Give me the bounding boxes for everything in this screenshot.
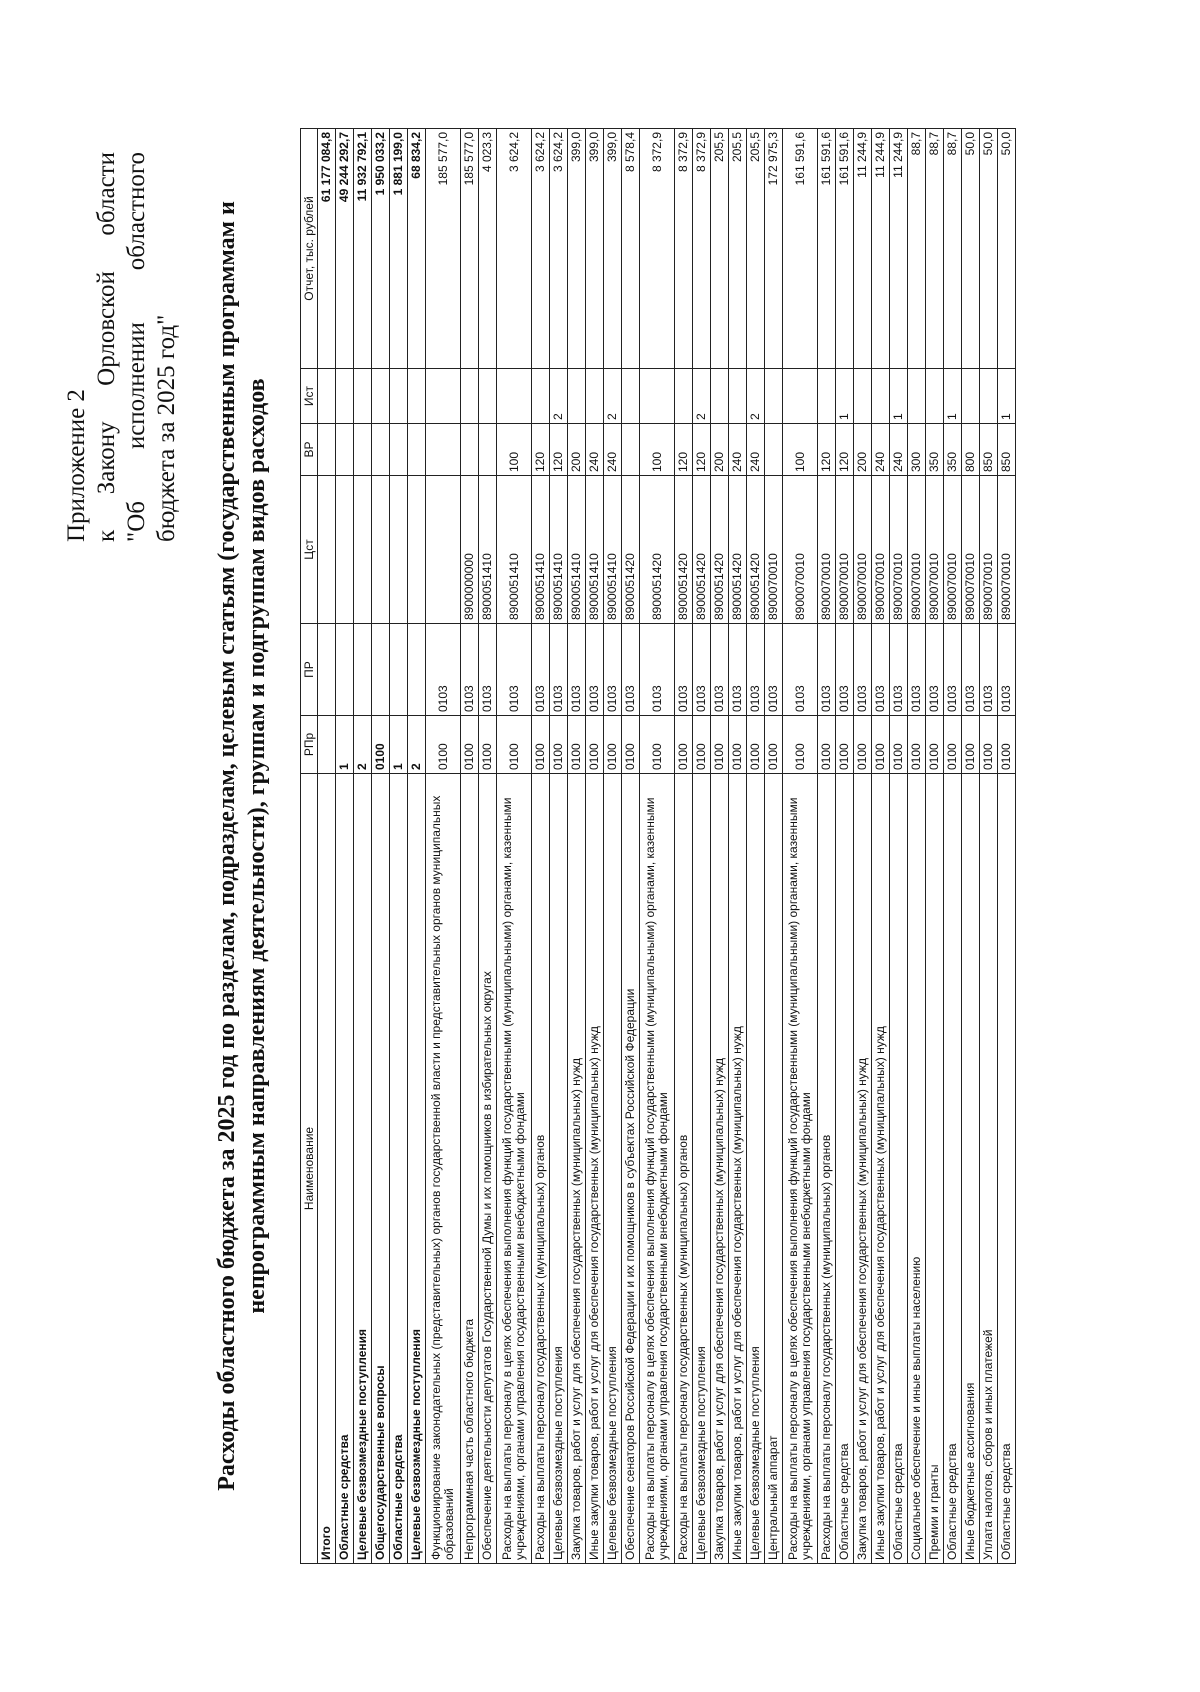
cell-cst: 8900070010 [998, 476, 1016, 624]
cell-name: Расходы на выплаты персоналу в целях обеспечения выполнения функций государственными (муниципальными) органами, казенными учреждениями, органами управления государственными внебюджетными фондами [640, 774, 675, 1564]
cell-sum: 205,5 [711, 129, 729, 369]
cell-ist [872, 369, 890, 424]
cell-pr: 0103 [765, 624, 783, 716]
cell-ist [336, 369, 354, 424]
cell-vr: 800 [962, 424, 980, 476]
cell-pr: 0103 [479, 624, 497, 716]
cell-cst [390, 476, 408, 624]
cell-pr: 0103 [675, 624, 693, 716]
expenditure-table [300, 128, 1016, 1564]
cell-rzpr: 1 [390, 716, 408, 774]
cell-sum: 185 577,0 [426, 129, 461, 369]
cell-ist [818, 369, 836, 424]
cell-rzpr: 0100 [944, 716, 962, 774]
cell-ist: 1 [890, 369, 908, 424]
cell-ist: 1 [944, 369, 962, 424]
cell-vr: 850 [980, 424, 998, 476]
cell-pr: 0103 [497, 624, 532, 716]
cell-vr [318, 424, 336, 476]
cell-sum: 88,7 [908, 129, 926, 369]
cell-vr: 350 [944, 424, 962, 476]
table-row [783, 129, 818, 1564]
table-row [962, 129, 980, 1564]
cell-ist [675, 369, 693, 424]
cell-pr: 0103 [729, 624, 747, 716]
table-row [747, 129, 765, 1564]
cell-sum: 161 591,6 [783, 129, 818, 369]
table-row [532, 129, 550, 1564]
cell-name: Областные средства [336, 774, 354, 1564]
cell-sum: 399,0 [568, 129, 586, 369]
cell-name: Закупка товаров, работ и услуг для обеспечения государственных (муниципальных) нужд [711, 774, 729, 1564]
header-sum: Отчет, тыс. рублей [301, 129, 318, 369]
table-row [408, 129, 426, 1564]
cell-vr [336, 424, 354, 476]
cell-rzpr: 0100 [461, 716, 479, 774]
cell-cst: 8900000000 [461, 476, 479, 624]
cell-pr: 0103 [944, 624, 962, 716]
cell-vr: 100 [640, 424, 675, 476]
table-row [944, 129, 962, 1564]
cell-vr: 240 [872, 424, 890, 476]
cell-ist [568, 369, 586, 424]
cell-pr: 0103 [836, 624, 854, 716]
cell-vr: 240 [890, 424, 908, 476]
cell-rzpr: 0100 [747, 716, 765, 774]
cell-rzpr: 0100 [729, 716, 747, 774]
cell-name: Иные закупки товаров, работ и услуг для обеспечения государственных (муниципальных) нужд [586, 774, 604, 1564]
cell-pr: 0103 [747, 624, 765, 716]
cell-vr: 120 [532, 424, 550, 476]
cell-cst: 8900070010 [944, 476, 962, 624]
table-row [372, 129, 390, 1564]
cell-sum: 8 578,4 [622, 129, 640, 369]
table-row [765, 129, 783, 1564]
cell-pr: 0103 [604, 624, 622, 716]
cell-name: Иные бюджетные ассигнования [962, 774, 980, 1564]
table-row [336, 129, 354, 1564]
cell-rzpr: 0100 [426, 716, 461, 774]
cell-sum: 1 881 199,0 [390, 129, 408, 369]
cell-pr: 0103 [586, 624, 604, 716]
cell-cst: 8900051420 [711, 476, 729, 624]
cell-rzpr: 0100 [622, 716, 640, 774]
cell-name: Расходы на выплаты персоналу в целях обеспечения выполнения функций государственными (муниципальными) органами, казенными учреждениями, органами управления государственными внебюджетными фондами [783, 774, 818, 1564]
cell-sum: 161 591,6 [818, 129, 836, 369]
cell-vr [622, 424, 640, 476]
cell-name: Целевые безвозмездные поступления [604, 774, 622, 1564]
cell-vr: 240 [747, 424, 765, 476]
cell-cst: 8900051420 [640, 476, 675, 624]
table-header-row [301, 129, 318, 1564]
cell-rzpr: 0100 [818, 716, 836, 774]
cell-ist [497, 369, 532, 424]
cell-vr: 200 [854, 424, 872, 476]
appendix-law-title-line: "Об исполнении областного [123, 152, 150, 542]
cell-cst: 8900051410 [479, 476, 497, 624]
cell-ist [390, 369, 408, 424]
cell-name: Расходы на выплаты персоналу государственных (муниципальных) органов [532, 774, 550, 1564]
cell-name: Расходы на выплаты персоналу государственных (муниципальных) органов [675, 774, 693, 1564]
cell-ist [926, 369, 944, 424]
cell-vr: 120 [836, 424, 854, 476]
cell-ist [711, 369, 729, 424]
cell-vr: 350 [926, 424, 944, 476]
cell-rzpr: 0100 [675, 716, 693, 774]
cell-name: Областные средства [390, 774, 408, 1564]
cell-rzpr: 0100 [550, 716, 568, 774]
cell-vr: 100 [783, 424, 818, 476]
header-pr: ПР [301, 624, 318, 716]
cell-rzpr: 1 [336, 716, 354, 774]
cell-rzpr: 0100 [586, 716, 604, 774]
cell-cst: 8900051420 [675, 476, 693, 624]
cell-vr: 300 [908, 424, 926, 476]
cell-cst: 8900070010 [818, 476, 836, 624]
cell-pr: 0103 [998, 624, 1016, 716]
header-cst: Цст [301, 476, 318, 624]
table-row [586, 129, 604, 1564]
cell-cst: 8900051410 [550, 476, 568, 624]
cell-vr: 240 [586, 424, 604, 476]
cell-ist [532, 369, 550, 424]
cell-sum: 3 624,2 [532, 129, 550, 369]
cell-rzpr: 0100 [980, 716, 998, 774]
cell-name: Целевые безвозмездные поступления [550, 774, 568, 1564]
cell-pr [408, 624, 426, 716]
header-name: Наименование [301, 774, 318, 1564]
table-row [854, 129, 872, 1564]
cell-name: Закупка товаров, работ и услуг для обеспечения государственных (муниципальных) нужд [854, 774, 872, 1564]
cell-pr: 0103 [640, 624, 675, 716]
cell-cst: 8900070010 [765, 476, 783, 624]
cell-vr: 120 [550, 424, 568, 476]
cell-ist [962, 369, 980, 424]
cell-sum: 205,5 [747, 129, 765, 369]
cell-name: Иные закупки товаров, работ и услуг для обеспечения государственных (муниципальных) нужд [729, 774, 747, 1564]
cell-cst: 8900070010 [854, 476, 872, 624]
cell-vr: 200 [568, 424, 586, 476]
cell-ist [408, 369, 426, 424]
cell-ist: 2 [604, 369, 622, 424]
cell-cst: 8900070010 [890, 476, 908, 624]
cell-pr: 0103 [693, 624, 711, 716]
cell-pr: 0103 [926, 624, 944, 716]
table-row [675, 129, 693, 1564]
table-row [622, 129, 640, 1564]
appendix-header [62, 152, 182, 542]
cell-vr: 100 [497, 424, 532, 476]
cell-vr [390, 424, 408, 476]
cell-name: Функционирование законодательных (представительных) органов государственной власти и представительных органов муниципальных образований [426, 774, 461, 1564]
cell-sum: 205,5 [729, 129, 747, 369]
cell-sum: 88,7 [926, 129, 944, 369]
cell-name: Итого [318, 774, 336, 1564]
cell-sum: 11 244,9 [872, 129, 890, 369]
cell-cst: 8900051410 [568, 476, 586, 624]
cell-cst: 8900051420 [729, 476, 747, 624]
cell-cst [336, 476, 354, 624]
cell-name: Социальное обеспечение и иные выплаты населению [908, 774, 926, 1564]
table-row [980, 129, 998, 1564]
cell-vr [372, 424, 390, 476]
cell-pr: 0103 [426, 624, 461, 716]
table-row [604, 129, 622, 1564]
cell-pr: 0103 [461, 624, 479, 716]
cell-name: Премии и гранты [926, 774, 944, 1564]
cell-pr [372, 624, 390, 716]
cell-pr: 0103 [818, 624, 836, 716]
header-ist: Ист [301, 369, 318, 424]
cell-ist [426, 369, 461, 424]
cell-cst [318, 476, 336, 624]
cell-pr [390, 624, 408, 716]
cell-name: Центральный аппарат [765, 774, 783, 1564]
cell-sum: 4 023,3 [479, 129, 497, 369]
cell-ist [783, 369, 818, 424]
cell-vr [461, 424, 479, 476]
cell-sum: 68 834,2 [408, 129, 426, 369]
cell-rzpr: 0100 [783, 716, 818, 774]
cell-vr [426, 424, 461, 476]
cell-rzpr: 0100 [998, 716, 1016, 774]
cell-vr: 240 [604, 424, 622, 476]
cell-name: Целевые безвозмездные поступления [354, 774, 372, 1564]
cell-rzpr: 0100 [693, 716, 711, 774]
cell-name: Целевые безвозмездные поступления [408, 774, 426, 1564]
table-row [479, 129, 497, 1564]
cell-ist [640, 369, 675, 424]
table-row [890, 129, 908, 1564]
cell-sum: 50,0 [962, 129, 980, 369]
table-row [908, 129, 926, 1564]
cell-cst [372, 476, 390, 624]
cell-vr: 850 [998, 424, 1016, 476]
cell-rzpr: 2 [354, 716, 372, 774]
cell-sum: 399,0 [604, 129, 622, 369]
cell-name: Закупка товаров, работ и услуг для обеспечения государственных (муниципальных) нужд [568, 774, 586, 1564]
cell-rzpr: 0100 [890, 716, 908, 774]
cell-cst [354, 476, 372, 624]
cell-rzpr: 0100 [926, 716, 944, 774]
cell-pr: 0103 [783, 624, 818, 716]
cell-vr: 240 [729, 424, 747, 476]
table-row [318, 129, 336, 1564]
cell-sum: 172 975,3 [765, 129, 783, 369]
cell-name: Обеспечение деятельности депутатов Государственной Думы и их помощников в избирательных округах [479, 774, 497, 1564]
cell-vr: 200 [711, 424, 729, 476]
cell-name: Общегосударственные вопросы [372, 774, 390, 1564]
table-row [998, 129, 1016, 1564]
table-row [497, 129, 532, 1564]
table-row [461, 129, 479, 1564]
cell-vr: 120 [693, 424, 711, 476]
cell-vr: 120 [675, 424, 693, 476]
cell-rzpr: 0100 [872, 716, 890, 774]
cell-sum: 399,0 [586, 129, 604, 369]
cell-cst: 8900051420 [693, 476, 711, 624]
cell-name: Расходы на выплаты персоналу в целях обеспечения выполнения функций государственными (муниципальными) органами, казенными учреждениями, органами управления государственными внебюджетными фондами [497, 774, 532, 1564]
cell-ist [586, 369, 604, 424]
cell-pr: 0103 [532, 624, 550, 716]
cell-cst: 8900051410 [604, 476, 622, 624]
cell-rzpr: 0100 [854, 716, 872, 774]
cell-cst: 8900070010 [783, 476, 818, 624]
cell-ist [980, 369, 998, 424]
cell-rzpr: 0100 [568, 716, 586, 774]
cell-pr: 0103 [872, 624, 890, 716]
table-row [693, 129, 711, 1564]
cell-sum: 1 950 033,2 [372, 129, 390, 369]
cell-rzpr: 0100 [604, 716, 622, 774]
appendix-law-line: к Закону Орловской области [93, 152, 120, 542]
cell-name: Непрограммная часть областного бюджета [461, 774, 479, 1564]
cell-cst: 8900070010 [962, 476, 980, 624]
cell-sum: 49 244 292,7 [336, 129, 354, 369]
table-row [568, 129, 586, 1564]
cell-cst: 8900051420 [622, 476, 640, 624]
cell-pr: 0103 [550, 624, 568, 716]
cell-cst: 8900070010 [980, 476, 998, 624]
cell-sum: 8 372,9 [693, 129, 711, 369]
document-title: Расходы областного бюджета за 2025 год по разделам, подразделам, целевым статьям (государственным программам и непрограммным направлениям деятельности), группам и подгруппам видов расходов [214, 201, 270, 1491]
cell-cst: 8900051410 [586, 476, 604, 624]
cell-name: Целевые безвозмездные поступления [747, 774, 765, 1564]
expenditure-table-container [300, 129, 1016, 1564]
cell-pr [318, 624, 336, 716]
cell-name: Расходы на выплаты персоналу государственных (муниципальных) органов [818, 774, 836, 1564]
table-row [926, 129, 944, 1564]
cell-pr: 0103 [711, 624, 729, 716]
table-row [354, 129, 372, 1564]
cell-sum: 11 244,9 [890, 129, 908, 369]
cell-sum: 11 932 792,1 [354, 129, 372, 369]
cell-pr [354, 624, 372, 716]
cell-rzpr [318, 716, 336, 774]
cell-sum: 8 372,9 [640, 129, 675, 369]
cell-sum: 185 577,0 [461, 129, 479, 369]
cell-pr: 0103 [854, 624, 872, 716]
cell-sum: 50,0 [998, 129, 1016, 369]
cell-ist [479, 369, 497, 424]
cell-sum: 88,7 [944, 129, 962, 369]
cell-cst [426, 476, 461, 624]
cell-ist [354, 369, 372, 424]
appendix-law-year-line: бюджета за 2025 год" [153, 314, 180, 542]
table-row [426, 129, 461, 1564]
table-body [318, 129, 1016, 1564]
cell-ist: 1 [998, 369, 1016, 424]
cell-ist [622, 369, 640, 424]
cell-ist [908, 369, 926, 424]
cell-vr [408, 424, 426, 476]
cell-name: Областные средства [890, 774, 908, 1564]
appendix-number: Приложение 2 [63, 389, 90, 542]
table-row [729, 129, 747, 1564]
cell-rzpr: 0100 [372, 716, 390, 774]
cell-cst: 8900070010 [908, 476, 926, 624]
cell-sum: 3 624,2 [550, 129, 568, 369]
table-row [390, 129, 408, 1564]
cell-name: Иные закупки товаров, работ и услуг для обеспечения государственных (муниципальных) нужд [872, 774, 890, 1564]
cell-pr: 0103 [962, 624, 980, 716]
cell-vr [765, 424, 783, 476]
cell-rzpr: 2 [408, 716, 426, 774]
cell-rzpr: 0100 [765, 716, 783, 774]
header-rzpr: РПр [301, 716, 318, 774]
cell-pr: 0103 [908, 624, 926, 716]
cell-rzpr: 0100 [962, 716, 980, 774]
cell-pr [336, 624, 354, 716]
table-row [550, 129, 568, 1564]
cell-rzpr: 0100 [640, 716, 675, 774]
cell-name: Областные средства [944, 774, 962, 1564]
cell-pr: 0103 [568, 624, 586, 716]
table-row [818, 129, 836, 1564]
cell-cst: 8900070010 [872, 476, 890, 624]
cell-pr: 0103 [980, 624, 998, 716]
table-row [872, 129, 890, 1564]
cell-rzpr: 0100 [479, 716, 497, 774]
cell-sum: 161 591,6 [836, 129, 854, 369]
cell-cst: 8900051410 [497, 476, 532, 624]
cell-name: Областные средства [836, 774, 854, 1564]
table-row [836, 129, 854, 1564]
cell-name: Уплата налогов, сборов и иных платежей [980, 774, 998, 1564]
cell-rzpr: 0100 [497, 716, 532, 774]
cell-cst [408, 476, 426, 624]
cell-pr: 0103 [622, 624, 640, 716]
cell-pr: 0103 [890, 624, 908, 716]
cell-cst: 8900051410 [532, 476, 550, 624]
cell-vr [354, 424, 372, 476]
cell-ist [372, 369, 390, 424]
cell-ist: 2 [693, 369, 711, 424]
cell-ist [461, 369, 479, 424]
table-row [640, 129, 675, 1564]
cell-rzpr: 0100 [532, 716, 550, 774]
cell-ist [318, 369, 336, 424]
table-row [711, 129, 729, 1564]
cell-cst: 8900051420 [747, 476, 765, 624]
cell-sum: 61 177 084,8 [318, 129, 336, 369]
cell-sum: 8 372,9 [675, 129, 693, 369]
cell-rzpr: 0100 [836, 716, 854, 774]
cell-sum: 11 244,9 [854, 129, 872, 369]
cell-sum: 50,0 [980, 129, 998, 369]
cell-ist: 2 [747, 369, 765, 424]
cell-rzpr: 0100 [908, 716, 926, 774]
cell-cst: 8900070010 [836, 476, 854, 624]
cell-sum: 3 624,2 [497, 129, 532, 369]
cell-vr [479, 424, 497, 476]
cell-name: Областные средства [998, 774, 1016, 1564]
cell-name: Обеспечение сенаторов Российской Федерации и их помощников в субъектах Российской Федерации [622, 774, 640, 1564]
cell-ist [765, 369, 783, 424]
header-vr: ВР [301, 424, 318, 476]
cell-ist: 1 [836, 369, 854, 424]
cell-rzpr: 0100 [711, 716, 729, 774]
cell-vr: 120 [818, 424, 836, 476]
cell-ist: 2 [550, 369, 568, 424]
cell-ist [854, 369, 872, 424]
cell-ist [729, 369, 747, 424]
cell-cst: 8900070010 [926, 476, 944, 624]
cell-name: Целевые безвозмездные поступления [693, 774, 711, 1564]
